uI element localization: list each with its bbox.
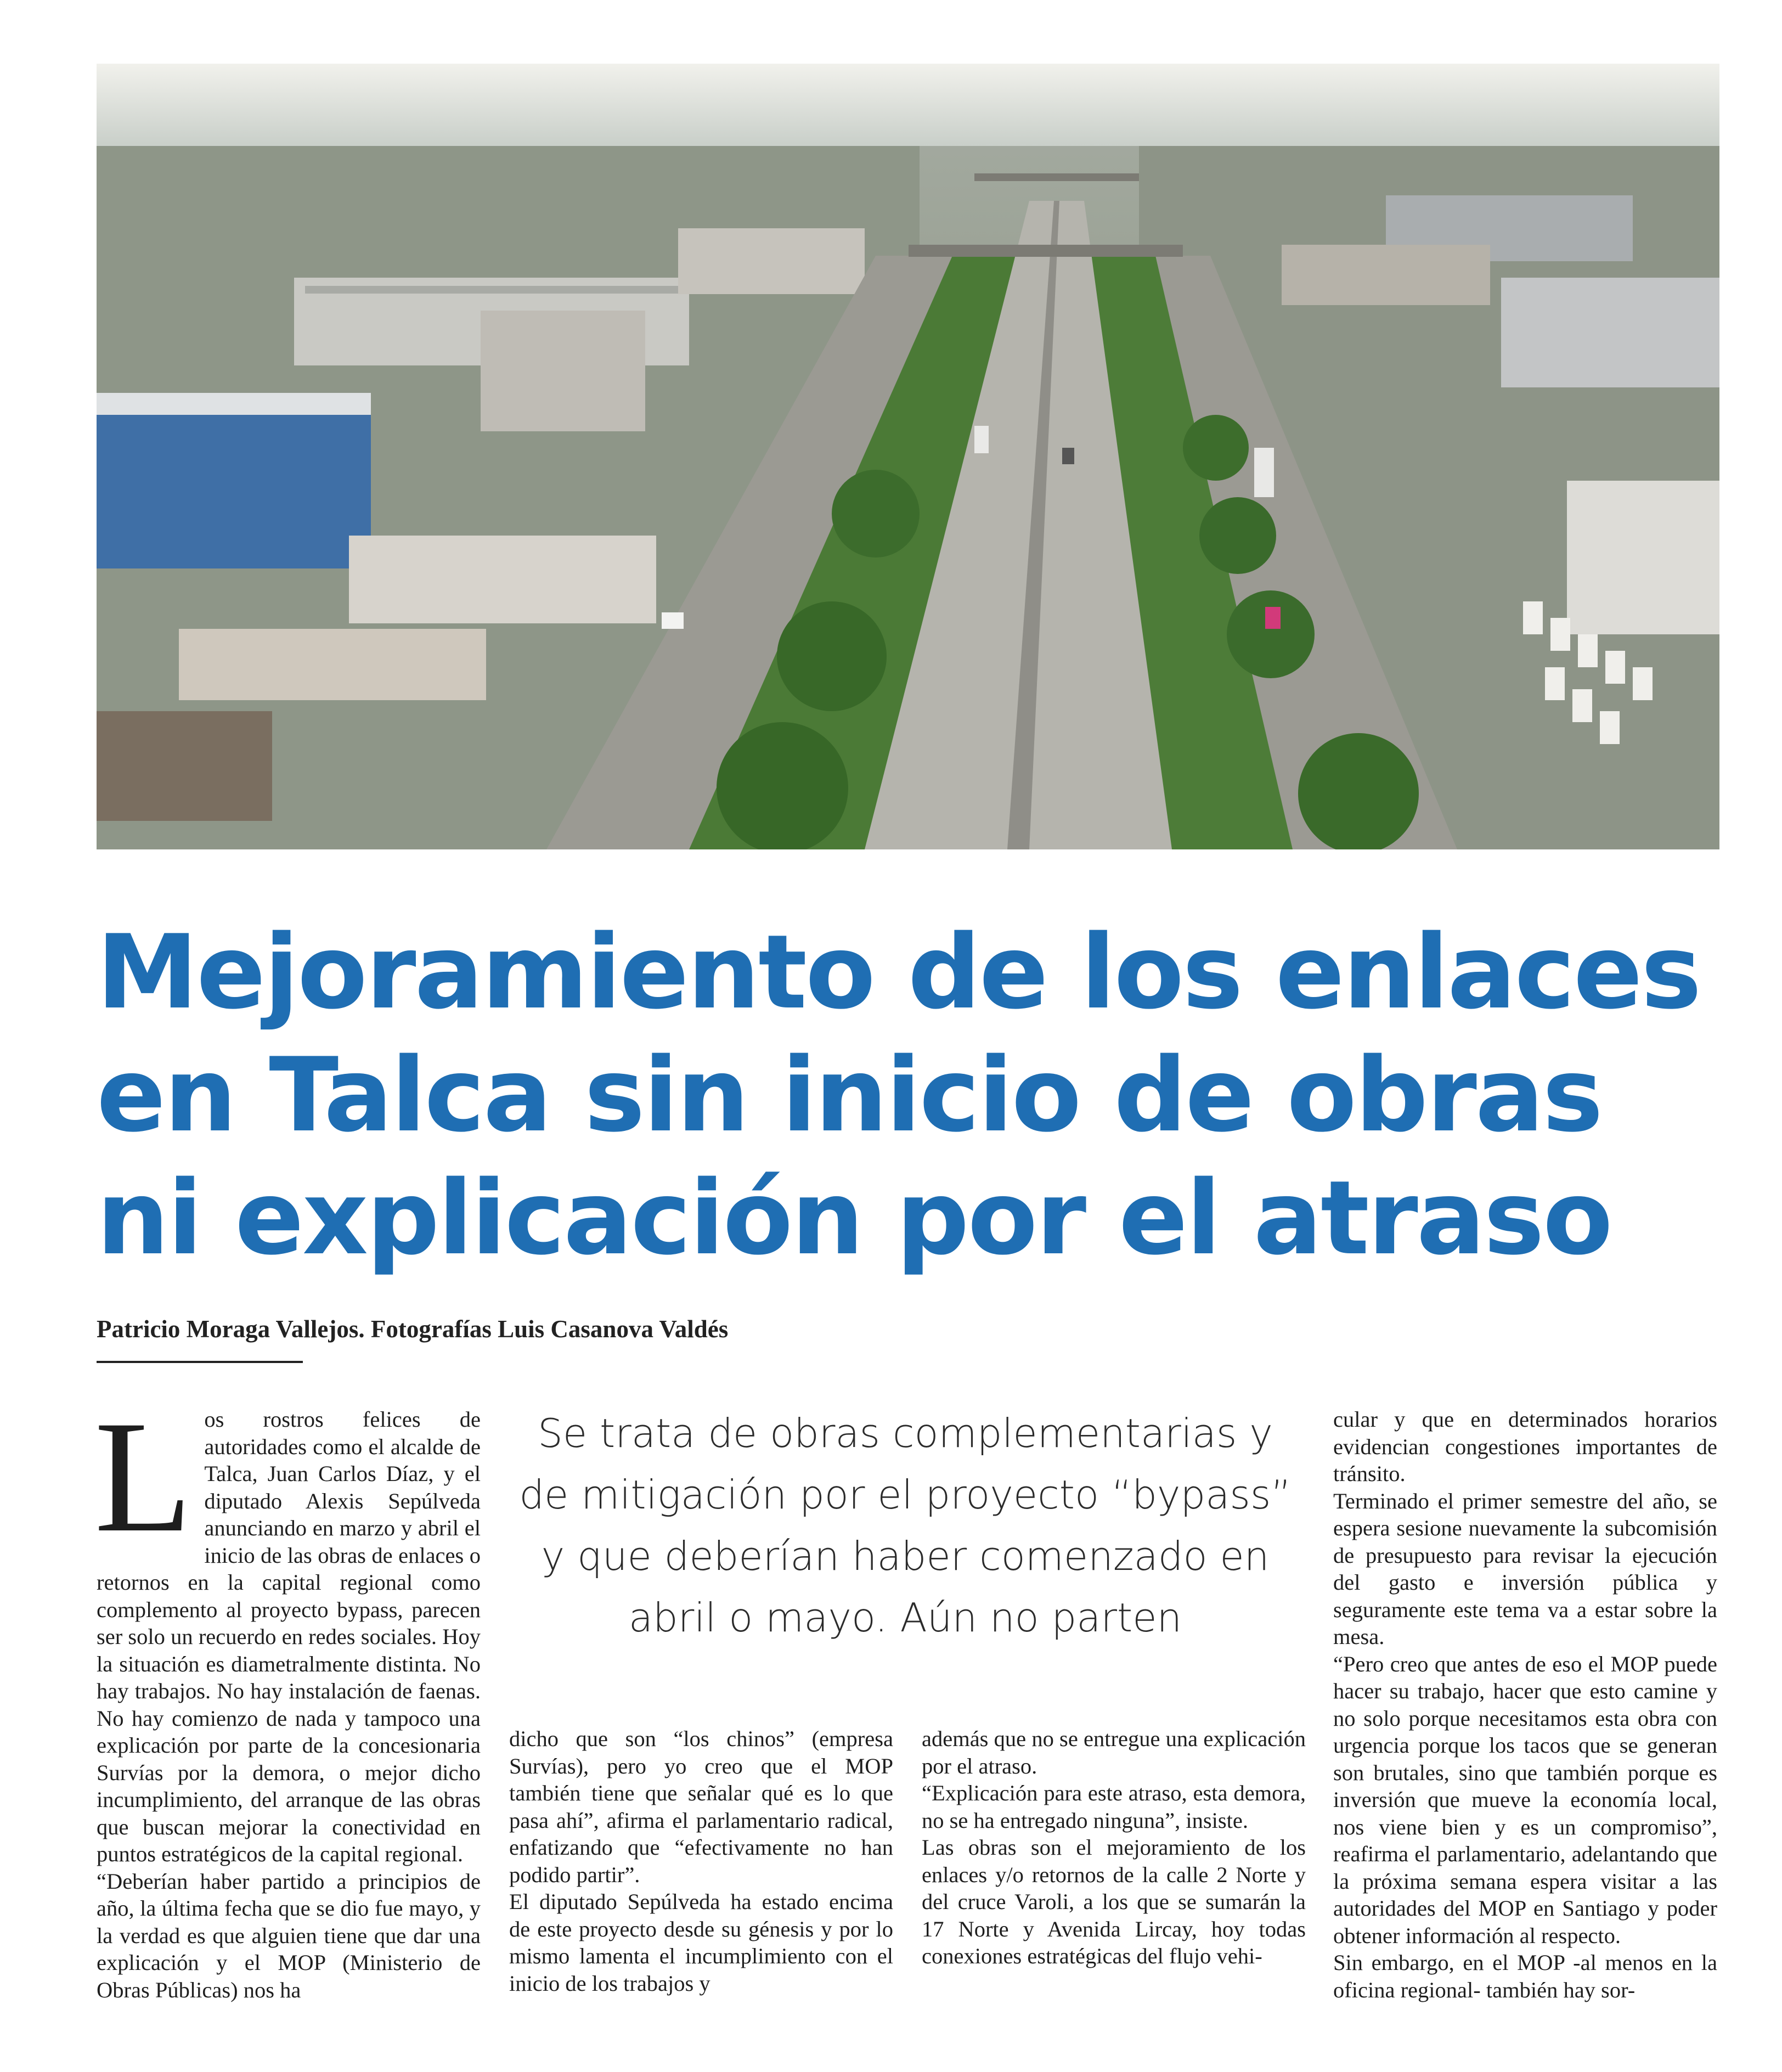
byline-underline — [97, 1361, 303, 1363]
col1-paragraph-2: “Deberían haber partido a principios de año, la última fecha que se dio fue mayo, y la verdad es que alguien tiene que dar una explicación y el MOP (Ministerio de Obras Públicas) nos ha — [97, 1868, 481, 2002]
article-column-2 — [509, 1725, 893, 1997]
article-column-1 — [94, 1388, 481, 2003]
col4-paragraph-3: “Pero creo que antes de eso el MOP puede hacer su trabajo, hacer que esto camine y no solo porque necesitamos esta obra con urgencia porque los tacos que se generan son brutales, sino que también porque es inversión que mueve la economía local, nos viene bien y es un compromiso”, reafirma el parlamentario, adelantando que la próxima semana espera visitar a las autoridades del MOP en Santiago y poder obtener información al respecto. — [1333, 1651, 1717, 1948]
aerial-highway-photo — [97, 64, 1719, 849]
byline: Patricio Moraga Vallejos. Fotografías Luis Casanova Valdés — [97, 1315, 729, 1343]
col1-paragraph-1: os rostros felices de autoridades como el alcalde de Talca, Juan Carlos Díaz, y el diputado Alexis Sepúlveda anunciando en marzo y abril el inicio de las obras de enlaces o retornos en la capital regional como complemento al proyecto bypass, parecen ser solo un recuerdo en redes sociales. Hoy la situación es diametralmente distinta. No hay trabajos. No hay instalación de faenas. No hay comienzo de nada y tampoco una explicación por parte de la concesionaria Survías por la demora, o mejor dicho incumplimiento, del arranque de las obras que buscan mejorar la conectividad en puntos estratégicos de la capital regional. — [97, 1407, 481, 1866]
col3-paragraph-3: Las obras son el mejoramiento de los enlaces y/o retornos de la calle 2 Norte y del cruce Varoli, a los que se sumarán la 17 Norte y Avenida Lircay, hoy todas conexiones estratégicas del flujo vehi- — [922, 1835, 1306, 1968]
col2-paragraph-2: El diputado Sepúlveda ha estado encima de este proyecto desde su génesis y por lo mismo lamenta el incumplimiento con el inicio de los trabajos y — [509, 1889, 893, 1996]
col3-paragraph-2: “Explicación para este atraso, esta demora, no se ha entregado ninguna”, insiste. — [922, 1781, 1306, 1833]
col4-paragraph-4: Sin embargo, en el MOP -al menos en la oficina regional- también hay sor- — [1333, 1950, 1717, 2002]
col4-paragraph-1: cular y que en determinados horarios evidencian congestiones importantes de tránsito. — [1333, 1407, 1717, 1486]
article-headline: Mejoramiento de los enlaces en Talca sin inicio de obras ni explicación por el atraso — [97, 913, 1700, 1277]
drop-cap: L — [94, 1388, 193, 1566]
article-column-3 — [922, 1725, 1306, 1970]
article-column-4 — [1333, 1406, 1717, 2003]
col4-paragraph-2: Terminado el primer semestre del año, se espera sesione nuevamente la subcomisión de presupuesto para revisar la ejecución del gasto e inversión pública y seguramente este tema va a estar sobre la mesa. — [1333, 1488, 1717, 1649]
col2-paragraph-1: dicho que son “los chinos” (empresa Survías), pero yo creo que el MOP también tiene que señalar qué es lo que pasa ahí”, afirma el parlamentario radical, enfatizando que “efectivamente no han podido partir”. — [509, 1726, 893, 1887]
col3-paragraph-1: además que no se entregue una explicación por el atraso. — [922, 1726, 1306, 1778]
aerial-highway-photo-icon — [97, 64, 1719, 849]
pull-quote: Se trata de obras complementarias y de mitigación por el proyecto “bypass” y que deberían haber comenzado en abril o mayo. Aún no parten — [519, 1410, 1292, 1641]
